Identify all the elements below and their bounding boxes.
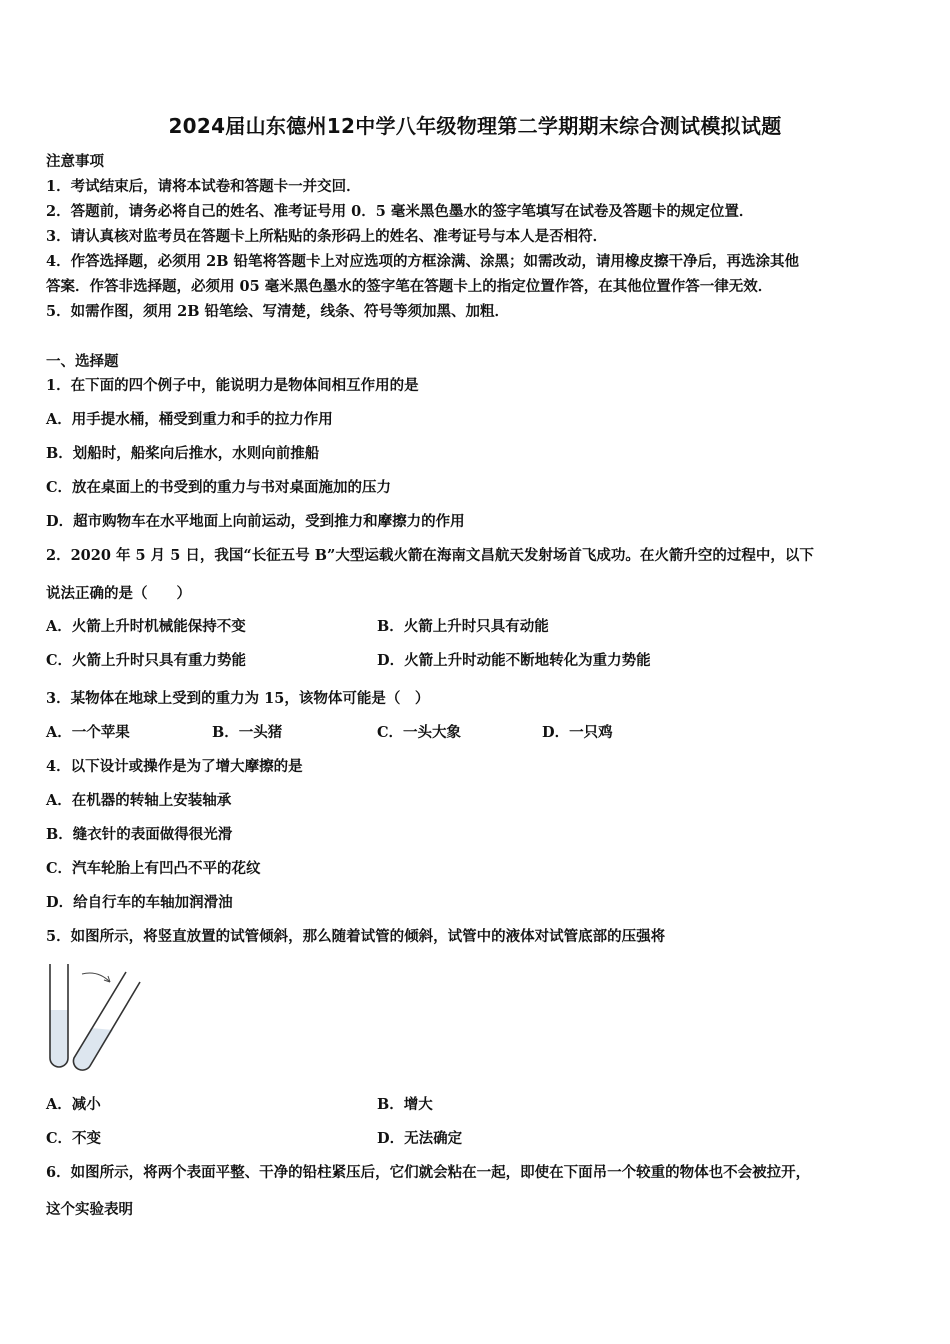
q5-option-b: B．增大 — [377, 1096, 433, 1113]
note-item: 2．答题前，请务必将自己的姓名、准考证号用 0．5 毫米黑色墨水的签字笔填写在试卷及答题卡的规定位置． — [46, 203, 754, 220]
q3-option-c: C．一头大象 — [377, 724, 462, 741]
question-6-stem-cont: 这个实验表明 — [46, 1201, 133, 1218]
page-title: 2024届山东德州12中学八年级物理第二学期期末综合测试模拟试题 — [168, 114, 782, 138]
q1-option-d: D．超市购物车在水平地面上向前运动，受到推力和摩擦力的作用 — [46, 513, 465, 530]
note-item: 答案．作答非选择题，必须用 05 毫米黑色墨水的签字笔在答题卡上的指定位置作答，在其他位置作答一律无效． — [46, 278, 773, 295]
q2-option-b: B．火箭上升时只具有动能 — [377, 618, 549, 635]
q3-option-a: A．一个苹果 — [46, 724, 130, 741]
q5-option-a: A．减小 — [46, 1096, 101, 1113]
question-2-stem-cont: 说法正确的是（ ） — [46, 585, 191, 602]
q1-option-c: C．放在桌面上的书受到的重力与书对桌面施加的压力 — [46, 479, 392, 496]
q2-option-c: C．火箭上升时只具有重力势能 — [46, 652, 247, 669]
notes-heading: 注意事项 — [46, 153, 104, 170]
q1-option-b: B．划船时，船桨向后推水，水则向前推船 — [46, 445, 320, 462]
q4-option-a: A．在机器的转轴上安装轴承 — [46, 792, 232, 809]
q2-option-a: A．火箭上升时机械能保持不变 — [46, 618, 246, 635]
question-3-stem: 3．某物体在地球上受到的重力为 15，该物体可能是（ ） — [46, 690, 430, 707]
note-item: 4．作答选择题，必须用 2B 铅笔将答题卡上对应选项的方框涂满、涂黑；如需改动，请用橡皮擦干净后，再选涂其他 — [46, 253, 800, 270]
question-5-stem: 5．如图所示，将竖直放置的试管倾斜，那么随着试管的倾斜，试管中的液体对试管底部的压强将 — [46, 928, 666, 945]
q1-option-a: A．用手提水桶，桶受到重力和手的拉力作用 — [46, 411, 333, 428]
q4-option-b: B．缝衣针的表面做得很光滑 — [46, 826, 233, 843]
note-item: 5．如需作图，须用 2B 铅笔绘、写清楚，线条、符号等须加黑、加粗． — [46, 303, 510, 320]
question-6-stem: 6．如图所示，将两个表面平整、干净的铅柱紧压后，它们就会粘在一起，即使在下面吊一个较重的物体也不会被拉开， — [46, 1164, 811, 1181]
q4-option-d: D．给自行车的车轴加润滑油 — [46, 894, 233, 911]
q5-option-d: D．无法确定 — [377, 1130, 463, 1147]
note-item: 3．请认真核对监考员在答题卡上所粘贴的条形码上的姓名、准考证号与本人是否相符． — [46, 228, 608, 245]
question-2-stem: 2．2020 年 5 月 5 日，我国“长征五号 B”大型运载火箭在海南文昌航天发射场首飞成功。在火箭升空的过程中，以下 — [46, 547, 814, 564]
section-heading: 一、选择题 — [46, 353, 119, 370]
question-1-stem: 1．在下面的四个例子中，能说明力是物体间相互作用的是 — [46, 377, 419, 394]
q5-option-c: C．不变 — [46, 1130, 102, 1147]
note-item: 1．考试结束后，请将本试卷和答题卡一并交回． — [46, 178, 361, 195]
q3-option-b: B．一头猪 — [212, 724, 283, 741]
q2-option-d: D．火箭上升时动能不断地转化为重力势能 — [377, 652, 651, 669]
vertical-tube-liquid — [50, 1010, 68, 1067]
q3-option-d: D．一只鸡 — [542, 724, 613, 741]
q4-option-c: C．汽车轮胎上有凹凸不平的花纹 — [46, 860, 261, 877]
test-tube-figure — [40, 960, 150, 1080]
question-4-stem: 4．以下设计或操作是为了增大摩擦的是 — [46, 758, 303, 775]
